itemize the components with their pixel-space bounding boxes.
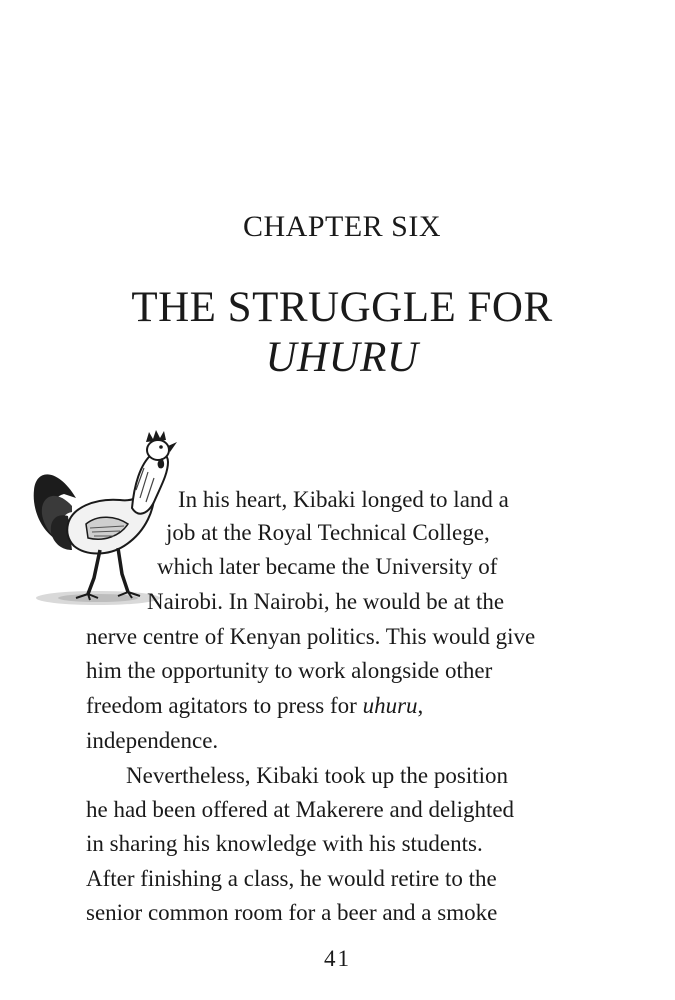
- text-segment: freedom agitators to press for: [86, 693, 363, 718]
- text-line: nerve centre of Kenyan politics. This would give: [86, 624, 536, 649]
- text-line: he had been offered at Makerere and delighted: [86, 797, 515, 822]
- chapter-label: CHAPTER SIX: [242, 210, 442, 243]
- text-line: job at the Royal Technical College,: [166, 520, 490, 545]
- text-line: independence.: [86, 728, 219, 753]
- text-line: Nairobi. In Nairobi, he would be at the: [147, 589, 505, 614]
- text-line: in sharing his knowledge with his students.: [86, 831, 483, 856]
- text-line: senior common room for a beer and a smoke: [86, 900, 498, 925]
- uhuru-italic: uhuru: [362, 693, 418, 718]
- text-segment: ,: [417, 693, 424, 718]
- text-line: Nevertheless, Kibaki took up the position: [126, 763, 508, 788]
- chapter-title: [0, 283, 675, 383]
- text-line: In his heart, Kibaki longed to land a: [178, 487, 509, 512]
- chapter-title-line-2: UHURU: [265, 334, 419, 381]
- text-line: him the opportunity to work alongside other: [86, 658, 493, 683]
- rooster-icon: [28, 428, 178, 608]
- text-line: [86, 691, 423, 721]
- text-line: After finishing a class, he would retire to the: [86, 866, 497, 891]
- chapter-title-line-1: THE STRUGGLE FOR: [131, 284, 553, 331]
- text-line: which later became the University of: [157, 554, 498, 579]
- page-number: 41: [324, 946, 351, 971]
